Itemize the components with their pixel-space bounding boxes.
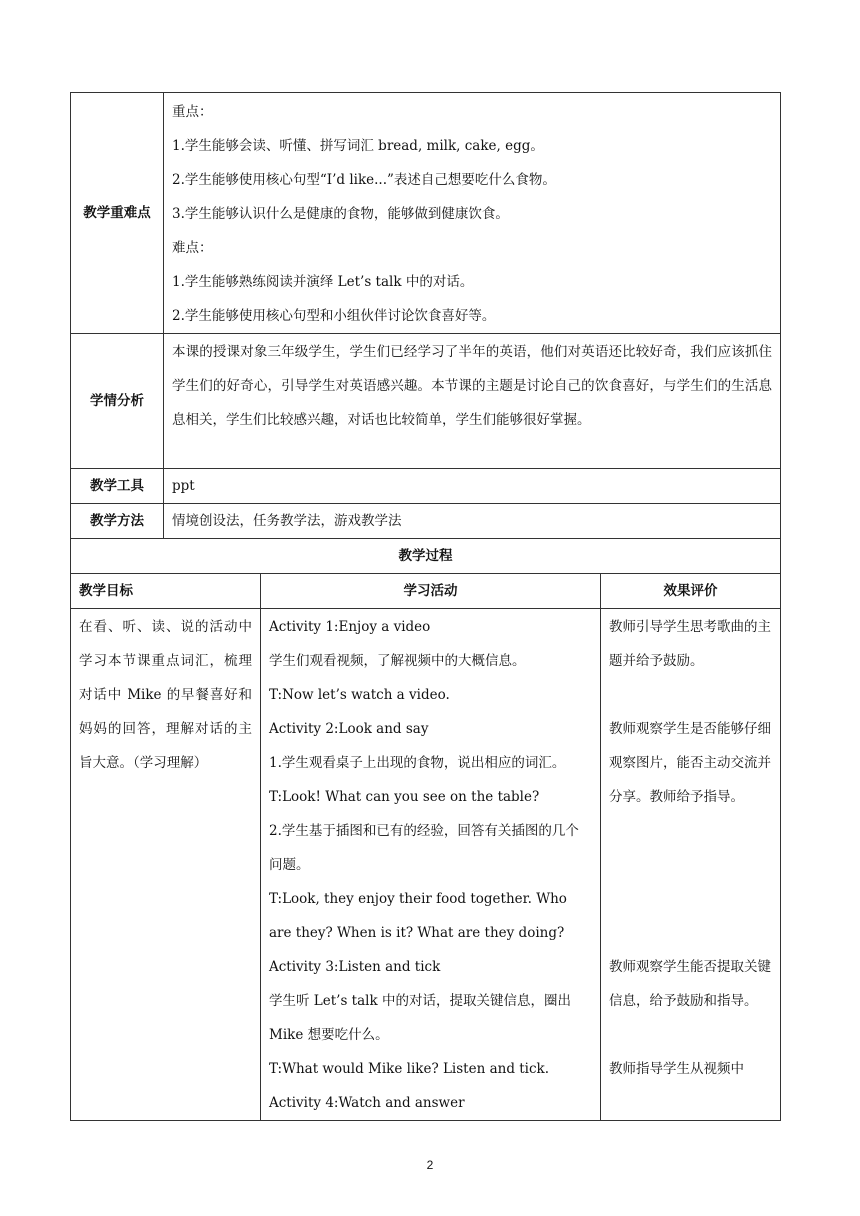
spacer: [609, 814, 772, 848]
analysis-content: [164, 334, 781, 469]
key-points-row: [71, 93, 781, 334]
goal-text: 在看、听、读、说的活动中学习本节课重点词汇，梳理对话中 Mike 的早餐喜好和妈妈的回答，理解对话的主旨大意。（学习理解）: [79, 619, 252, 771]
key-points-line: 难点：: [172, 240, 213, 256]
tools-value: ppt: [164, 469, 781, 504]
spacer: [609, 678, 772, 712]
key-points-line: 1.学生能够熟练阅读并演绎 Let’s talk 中的对话。: [172, 274, 474, 290]
key-points-label: 教学重难点: [71, 93, 164, 334]
key-points-line: 重点：: [172, 104, 213, 120]
spacer: [609, 848, 772, 882]
lesson-plan-table: [70, 92, 781, 1121]
key-points-line: 3.学生能够认识什么是健康的食物，能够做到健康饮食。: [172, 206, 509, 222]
activity-line: Activity 4:Watch and answer: [269, 1095, 465, 1111]
methods-row: [71, 504, 781, 539]
process-title-row: [71, 539, 781, 574]
tools-label: 教学工具: [71, 469, 164, 504]
evaluation-cell: [601, 609, 781, 1121]
methods-label: 教学方法: [71, 504, 164, 539]
evaluation-text: 教师观察学生是否能够仔细观察图片，能否主动交流并分享。教师给予指导。: [609, 721, 771, 805]
activity-line: Activity 1:Enjoy a video: [269, 619, 431, 635]
spacer: [609, 1018, 772, 1052]
page-number: 2: [426, 1158, 434, 1172]
analysis-text: 本课的授课对象三年级学生，学生们已经学习了半年的英语，他们对英语还比较好奇，我们应该抓住学生们的好奇心，引导学生对英语感兴趣。本节课的主题是讨论自己的饮食喜好，与学生们的生活息息相关，学生们比较感兴趣，对话也比较简单，学生们能够很好掌握。: [172, 344, 772, 428]
methods-value: 情境创设法，任务教学法，游戏教学法: [164, 504, 781, 539]
process-content-row: [71, 609, 781, 1121]
col-header-evaluation: 效果评价: [601, 574, 781, 609]
col-header-goal: 教学目标: [71, 574, 261, 609]
activity-line: Activity 3:Listen and tick: [269, 959, 441, 975]
evaluation-text: 教师观察学生能否提取关键信息，给予鼓励和指导。: [609, 959, 771, 1009]
activity-line: 学生们观看视频，了解视频中的大概信息。: [269, 653, 526, 669]
analysis-row: [71, 334, 781, 469]
activity-line: T:Now let’s watch a video.: [269, 687, 450, 703]
analysis-label: 学情分析: [71, 334, 164, 469]
key-points-content: [164, 93, 781, 334]
activity-line: T:Look! What can you see on the table?: [269, 789, 540, 805]
goal-cell: [71, 609, 261, 1121]
activities-cell: [261, 609, 601, 1121]
evaluation-text: 教师指导学生从视频中: [609, 1061, 744, 1077]
col-header-activities: 学习活动: [261, 574, 601, 609]
key-points-line: 2.学生能够使用核心句型和小组伙伴讨论饮食喜好等。: [172, 308, 496, 324]
tools-row: [71, 469, 781, 504]
activity-line: Activity 2:Look and say: [269, 721, 429, 737]
activity-line: 学生听 Let’s talk 中的对话，提取关键信息，圈出 Mike 想要吃什么。: [269, 993, 571, 1043]
activity-line: 2.学生基于插图和已有的经验，回答有关插图的几个问题。: [269, 823, 579, 873]
key-points-line: 2.学生能够使用核心句型“I’d like...”表述自己想要吃什么食物。: [172, 172, 556, 188]
activity-line: T:What would Mike like? Listen and tick.: [269, 1061, 550, 1077]
key-points-line: 1.学生能够会读、听懂、拼写词汇 bread, milk, cake, egg。: [172, 138, 544, 154]
process-header-row: [71, 574, 781, 609]
evaluation-text: 教师引导学生思考歌曲的主题并给予鼓励。: [609, 619, 771, 669]
activity-line: T:Look, they enjoy their food together. Who are they? When is it? What are they doing?: [269, 891, 567, 941]
spacer: [609, 916, 772, 950]
process-title: 教学过程: [71, 539, 781, 574]
activity-line: 1.学生观看桌子上出现的食物，说出相应的词汇。: [269, 755, 566, 771]
spacer: [609, 882, 772, 916]
